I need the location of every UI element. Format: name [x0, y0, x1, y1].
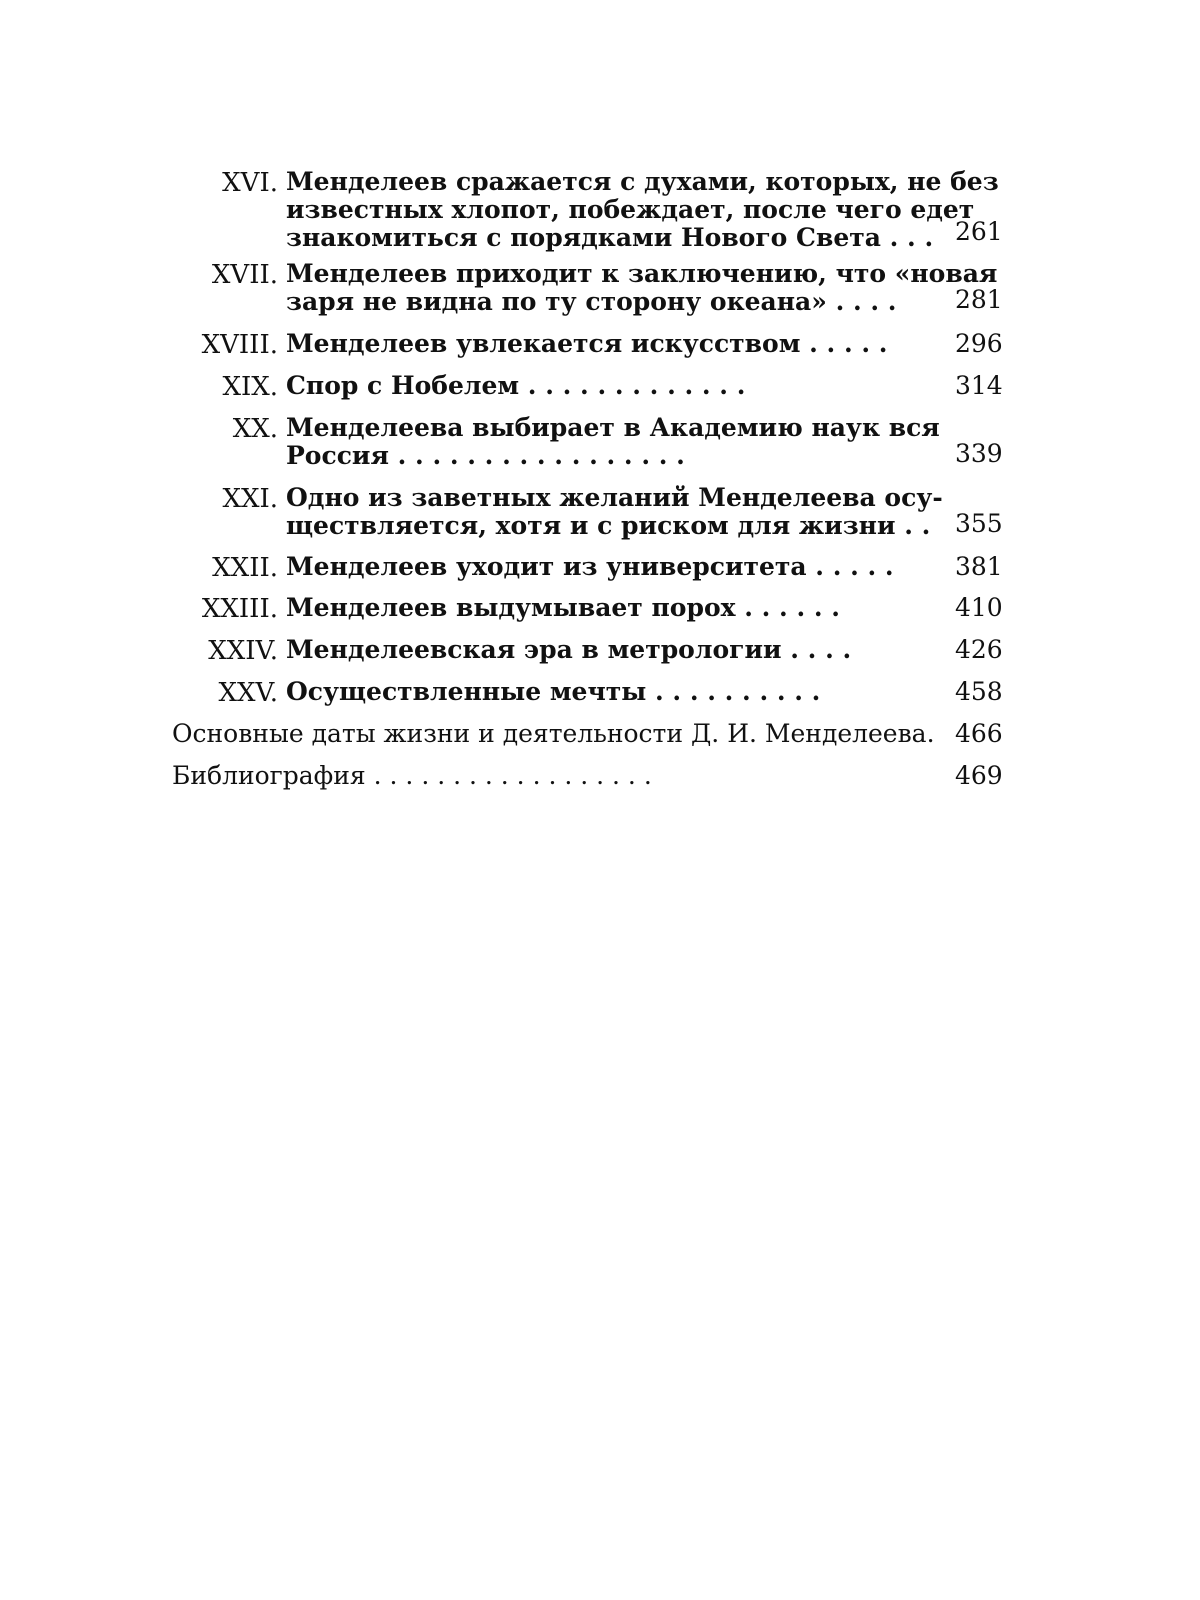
page-number: 426	[955, 635, 1003, 664]
chapter-number: XIX.	[222, 372, 278, 402]
page-number: 339	[955, 439, 1003, 468]
chapter-title-line: Менделеев увлекается искусством . . . . .	[286, 329, 888, 358]
chapter-title-line: Менделеевская эра в метрологии . . . .	[286, 635, 852, 664]
appendix-title: Основные даты жизни и деятельности Д. И. Менделеева.	[172, 719, 935, 748]
chapter-title	[286, 483, 943, 540]
chapter-title-line: известных хлопот, побеждает, после чего едет	[286, 195, 975, 224]
page-number: 381	[955, 552, 1003, 581]
page-number: 469	[955, 761, 1003, 790]
chapter-title-line: Менделеев приходит к заключению, что «новая	[286, 259, 998, 288]
page-number: 296	[955, 329, 1003, 358]
chapter-title-line: ществляется, хотя и с риском для жизни . .	[286, 511, 931, 540]
page-number: 355	[955, 509, 1003, 538]
chapter-title-line: Менделеев уходит из университета . . . . .	[286, 552, 894, 581]
chapter-number: XXIII.	[201, 594, 278, 624]
chapter-title	[286, 330, 926, 358]
chapter-title-line: Спор с Нобелем . . . . . . . . . . . . .	[286, 371, 746, 400]
page-number: 261	[955, 217, 1003, 246]
chapter-title	[286, 553, 926, 581]
chapter-number: XVII.	[211, 260, 278, 290]
chapter-number: XVIII.	[201, 330, 278, 360]
chapter-title-line: Россия . . . . . . . . . . . . . . . . .	[286, 441, 685, 470]
page-number: 458	[955, 677, 1003, 706]
chapter-title-line: Менделеева выбирает в Академию наук вся	[286, 413, 940, 442]
chapter-title-line: Осуществленные мечты . . . . . . . . . .	[286, 677, 821, 706]
chapter-number: XXII.	[212, 553, 278, 583]
chapter-title-line: Менделеев выдумывает порох . . . . . .	[286, 593, 840, 622]
chapter-title	[286, 413, 940, 470]
chapter-title	[286, 372, 926, 400]
chapter-number: XX.	[232, 414, 278, 444]
chapter-number: XVI.	[222, 168, 278, 198]
appendix-title: Библиография . . . . . . . . . . . . . . . . . .	[172, 761, 652, 790]
chapter-title	[286, 594, 926, 622]
page-number: 410	[955, 593, 1003, 622]
chapter-number: XXV.	[218, 678, 278, 708]
page-number: 314	[955, 371, 1003, 400]
chapter-title-line: заря не видна по ту сторону океана» . . . .	[286, 287, 897, 316]
page-number: 466	[955, 719, 1003, 748]
chapter-title-line: знакомиться с порядками Нового Света . . .	[286, 223, 934, 252]
chapter-title-line: Одно из заветных желаний Менделеева осу-	[286, 483, 943, 512]
chapter-title	[286, 636, 926, 664]
chapter-title	[286, 678, 926, 706]
chapter-title-line: Менделеев сражается с духами, которых, не без	[286, 167, 999, 196]
chapter-number: XXI.	[222, 484, 278, 514]
page-number: 281	[955, 285, 1003, 314]
chapter-number: XXIV.	[208, 636, 278, 666]
